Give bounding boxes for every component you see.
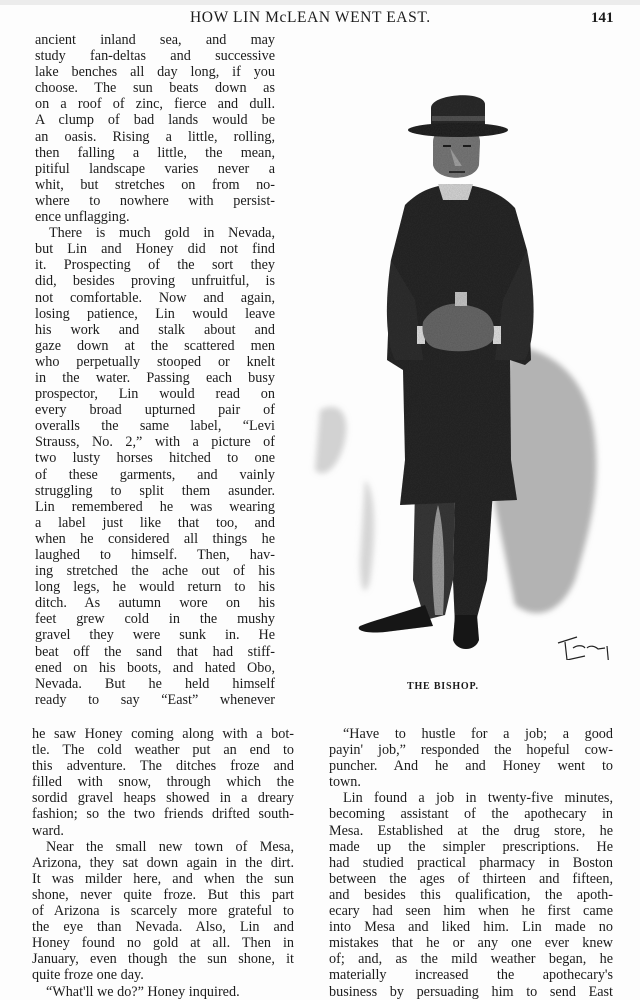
text-line: tle. The cold weather put an end to (32, 742, 294, 759)
text-line: Lin remembered he was wearing (35, 498, 275, 515)
text-line: gravel they were sunk in. He (35, 627, 275, 644)
artist-signature (558, 637, 609, 660)
text-line: lake benches all day long, if you (35, 64, 275, 81)
text-line: struggling to split them asunder. (35, 482, 275, 499)
text-line: losing patience, Lin would leave (35, 305, 275, 322)
text-line: puncher. And he and Honey went to (329, 758, 613, 775)
text-line: of these garments, and vainly (35, 466, 275, 483)
text-line: “What'll we do?” Honey inquired. (46, 983, 240, 1000)
text-line: into Mesa and liked him. Lin made no (329, 919, 613, 936)
running-title: HOW LIN McLEAN WENT EAST. (190, 9, 431, 26)
text-line: Honey found no gold at all. Then in (32, 935, 294, 952)
text-line: two lusty horses hitched to one (35, 450, 275, 467)
text-line: ward. (32, 822, 64, 839)
text-line: whit, but stretches on from no- (35, 176, 275, 193)
text-line: on a roof of zinc, fierce and dull. (35, 96, 275, 113)
text-line: It was milder here, and when the sun (32, 870, 294, 887)
text-line: filled with snow, through which the (32, 774, 294, 791)
text-line: but Lin and Honey did not find (35, 241, 275, 258)
text-line: this adventure. The ditches froze and (32, 758, 294, 775)
text-line: his work and stalk about and (35, 321, 275, 338)
text-line: January, even though the sun shone, it (32, 951, 294, 968)
text-line: sordid gravel heaps showed in a dreary (32, 790, 294, 807)
text-line: ing stretched the ache out of his (35, 563, 275, 580)
text-line: gaze down at the scattered men (35, 337, 275, 354)
text-line: when he considered all things he (35, 530, 275, 547)
figure-caption: THE BISHOP. (407, 681, 479, 692)
text-line: prospector, Lin would read on (35, 386, 275, 403)
text-line: ence unflagging. (35, 209, 130, 226)
page-top-edge (0, 0, 640, 5)
text-line: a label just like that too, and (35, 514, 275, 531)
text-line: materially increased the apothecary's (329, 967, 613, 984)
text-line: ditch. As autumn wore on his (35, 595, 275, 612)
text-line: business by persuading him to send East (329, 983, 613, 1000)
text-line: between the ages of thirteen and fifteen, (329, 870, 613, 887)
bishop-illustration (305, 60, 635, 660)
text-line: ancient inland sea, and may (35, 32, 275, 48)
text-line: he saw Honey coming along with a bot- (32, 726, 294, 742)
text-line: Lin found a job in twenty-five minutes, (343, 790, 613, 807)
text-line: where to nowhere with persist- (35, 192, 275, 209)
text-line: beat off the sand that had stiff- (35, 643, 275, 660)
text-line: feet grew cold in the mushy (35, 611, 275, 628)
text-line: of; and, as the mild weather began, he (329, 951, 613, 968)
text-line: then falling a little, the mean, (35, 144, 275, 161)
text-line: ened on his boots, and hated Obo, (35, 659, 275, 676)
text-line: long legs, he would return to his (35, 579, 275, 596)
text-line: ready to say “East” whenever (35, 691, 275, 708)
text-line: town. (329, 774, 361, 791)
text-line: did, besides proving unfruitful, is (35, 273, 275, 290)
text-line: not comfortable. Now and again, (35, 289, 275, 306)
text-line: the eye than Nevada. Also, Lin and (32, 919, 294, 936)
left-column-top (35, 32, 275, 708)
text-line: Nevada. But he held himself (35, 675, 275, 692)
text-line: it. Prospecting of the sort they (35, 257, 275, 274)
text-line: study fan-deltas and successive (35, 48, 275, 65)
left-column-bottom (32, 726, 294, 1000)
text-line: made up the simpler prescriptions. He (329, 838, 613, 855)
text-line: choose. The sun beats down as (35, 80, 275, 97)
text-line: “Have to hustle for a job; a good (343, 726, 613, 742)
text-line: pitiful landscape varies never a (35, 160, 275, 177)
text-line: fashion; so the two friends drifted south- (32, 806, 294, 823)
text-line: who perpetually stooped or knelt (35, 353, 275, 370)
text-line: Strauss, No. 2,” with a picture of (35, 434, 275, 451)
text-line: ecary had seen him when he first came (329, 903, 613, 920)
text-line: A clump of bad lands would be (35, 112, 275, 129)
text-line: Mesa. Established at the drug store, he (329, 822, 613, 839)
text-line: Arizona, they sat down again in the dirt. (32, 854, 294, 871)
text-line: laughed to himself. Then, hav- (35, 547, 275, 563)
text-line: had studied practical pharmacy in Boston (329, 854, 613, 871)
text-line: Near the small new town of Mesa, (46, 838, 294, 855)
page-number: 141 (591, 10, 614, 26)
text-line: mistakes that he or any one ever knew (329, 935, 613, 952)
text-line: overalls the same label, “Levi (35, 418, 275, 435)
text-line: quite froze one day. (32, 967, 144, 984)
text-line: of Arizona is scarcely more grateful to (32, 903, 294, 920)
right-column (329, 726, 613, 1000)
running-head (0, 9, 640, 29)
text-line: an oasis. Rising a little, rolling, (35, 128, 275, 145)
text-line: shone, never quite froze. But this part (32, 886, 294, 903)
text-line: every broad upturned pair of (35, 402, 275, 419)
text-line: payin' job,” responded the hopeful cow- (329, 742, 613, 759)
text-line: becoming assistant of the apothecary in (329, 806, 613, 823)
text-line: There is much gold in Nevada, (49, 225, 275, 242)
text-line: in the water. Passing each busy (35, 369, 275, 386)
text-line: and besides this qualification, the apoth- (329, 886, 613, 903)
